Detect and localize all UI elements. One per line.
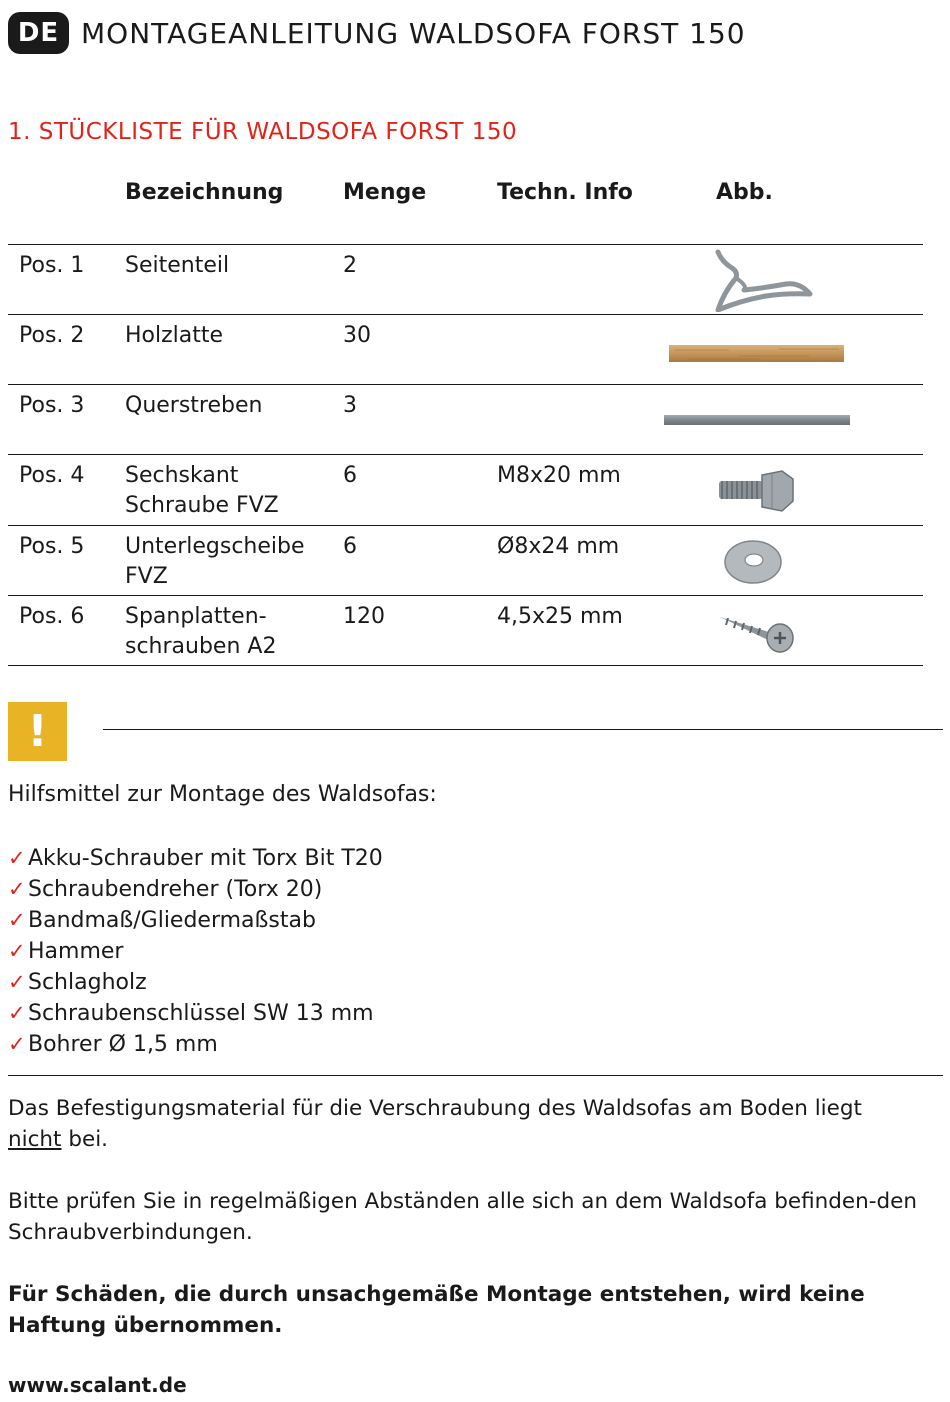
warning-divider — [103, 729, 943, 730]
tools-heading: Hilfsmittel zur Montage des Waldsofas: — [8, 782, 437, 807]
website-link[interactable]: www.scalant.de — [8, 1373, 187, 1397]
column-header-info: Techn. Info — [497, 180, 633, 205]
part-name: Seitenteil — [125, 253, 230, 278]
checkmark-icon: ✓ — [8, 846, 26, 870]
wood-slat-icon — [669, 344, 845, 364]
document-title: MONTAGEANLEITUNG WALDSOFA FORST 150 — [81, 16, 746, 50]
part-position: Pos. 2 — [19, 323, 85, 348]
table-row — [8, 385, 923, 455]
part-quantity: 120 — [343, 604, 385, 629]
cross-strut-icon — [664, 412, 852, 428]
parts-table — [8, 170, 923, 666]
column-header-image: Abb. — [716, 180, 773, 205]
hex-bolt-icon — [716, 469, 794, 513]
table-row — [8, 315, 923, 385]
part-quantity: 6 — [343, 463, 357, 488]
tool-label: Akku-Schrauber mit Torx Bit T20 — [28, 846, 383, 871]
part-position: Pos. 4 — [19, 463, 85, 488]
header — [8, 10, 746, 56]
table-row — [8, 245, 923, 315]
part-position: Pos. 5 — [19, 534, 85, 559]
checkmark-icon: ✓ — [8, 1032, 26, 1056]
language-badge: DE — [8, 12, 69, 54]
liability-note: Für Schäden, die durch unsachgemäße Montage entstehen, wird keine Haftung übernommen. — [8, 1282, 865, 1338]
part-position: Pos. 3 — [19, 393, 85, 418]
part-name: Holzlatte — [125, 323, 224, 348]
list-item — [8, 905, 383, 936]
table-header — [8, 170, 923, 245]
list-item — [8, 874, 383, 905]
checkmark-icon: ✓ — [8, 939, 26, 963]
tool-label: Schlagholz — [28, 970, 147, 995]
column-header-name: Bezeichnung — [125, 180, 284, 205]
checkmark-icon: ✓ — [8, 1001, 26, 1025]
list-item — [8, 967, 383, 998]
part-name: Querstreben — [125, 393, 263, 418]
tool-label: Schraubendreher (Torx 20) — [28, 877, 323, 902]
list-item — [8, 1029, 383, 1060]
part-quantity: 3 — [343, 393, 357, 418]
table-row — [8, 526, 923, 596]
part-name: Sechskant Schraube FVZ — [125, 463, 279, 518]
checkmark-icon: ✓ — [8, 908, 26, 932]
tool-label: Bandmaß/Gliedermaßstab — [28, 908, 316, 933]
checkmark-icon: ✓ — [8, 877, 26, 901]
part-info: M8x20 mm — [497, 463, 621, 488]
part-info: Ø8x24 mm — [497, 534, 620, 559]
part-quantity: 6 — [343, 534, 357, 559]
tools-list — [8, 843, 383, 1060]
section-divider — [8, 1075, 943, 1076]
part-position: Pos. 1 — [19, 253, 85, 278]
list-item — [8, 843, 383, 874]
list-item — [8, 998, 383, 1029]
table-row — [8, 455, 923, 526]
washer-icon — [723, 538, 783, 586]
warning-icon: ! — [8, 702, 67, 761]
mounting-note: Das Befestigungsmaterial für die Verschraubung des Waldsofas am Boden liegt nicht bei. — [8, 1096, 862, 1152]
part-info: 4,5x25 mm — [497, 604, 623, 629]
section-title: 1. STÜCKLISTE FÜR WALDSOFA FORST 150 — [8, 119, 518, 145]
emphasis-underline: nicht — [8, 1127, 62, 1152]
checkmark-icon: ✓ — [8, 970, 26, 994]
screw-icon — [718, 611, 798, 655]
table-row — [8, 596, 923, 666]
part-name: Spanplatten- schrauben A2 — [125, 604, 277, 659]
list-item — [8, 936, 383, 967]
part-quantity: 30 — [343, 323, 371, 348]
tool-label: Schraubenschlüssel SW 13 mm — [28, 1001, 374, 1026]
inspection-note: Bitte prüfen Sie in regelmäßigen Abständen alle sich an dem Waldsofa befinden-den Schraubverbindungen. — [8, 1189, 918, 1245]
tool-label: Hammer — [28, 939, 124, 964]
side-panel-icon — [708, 248, 818, 312]
column-header-quantity: Menge — [343, 180, 427, 205]
part-name: Unterlegscheibe FVZ — [125, 534, 305, 589]
tool-label: Bohrer Ø 1,5 mm — [28, 1032, 218, 1057]
part-position: Pos. 6 — [19, 604, 85, 629]
part-quantity: 2 — [343, 253, 357, 278]
